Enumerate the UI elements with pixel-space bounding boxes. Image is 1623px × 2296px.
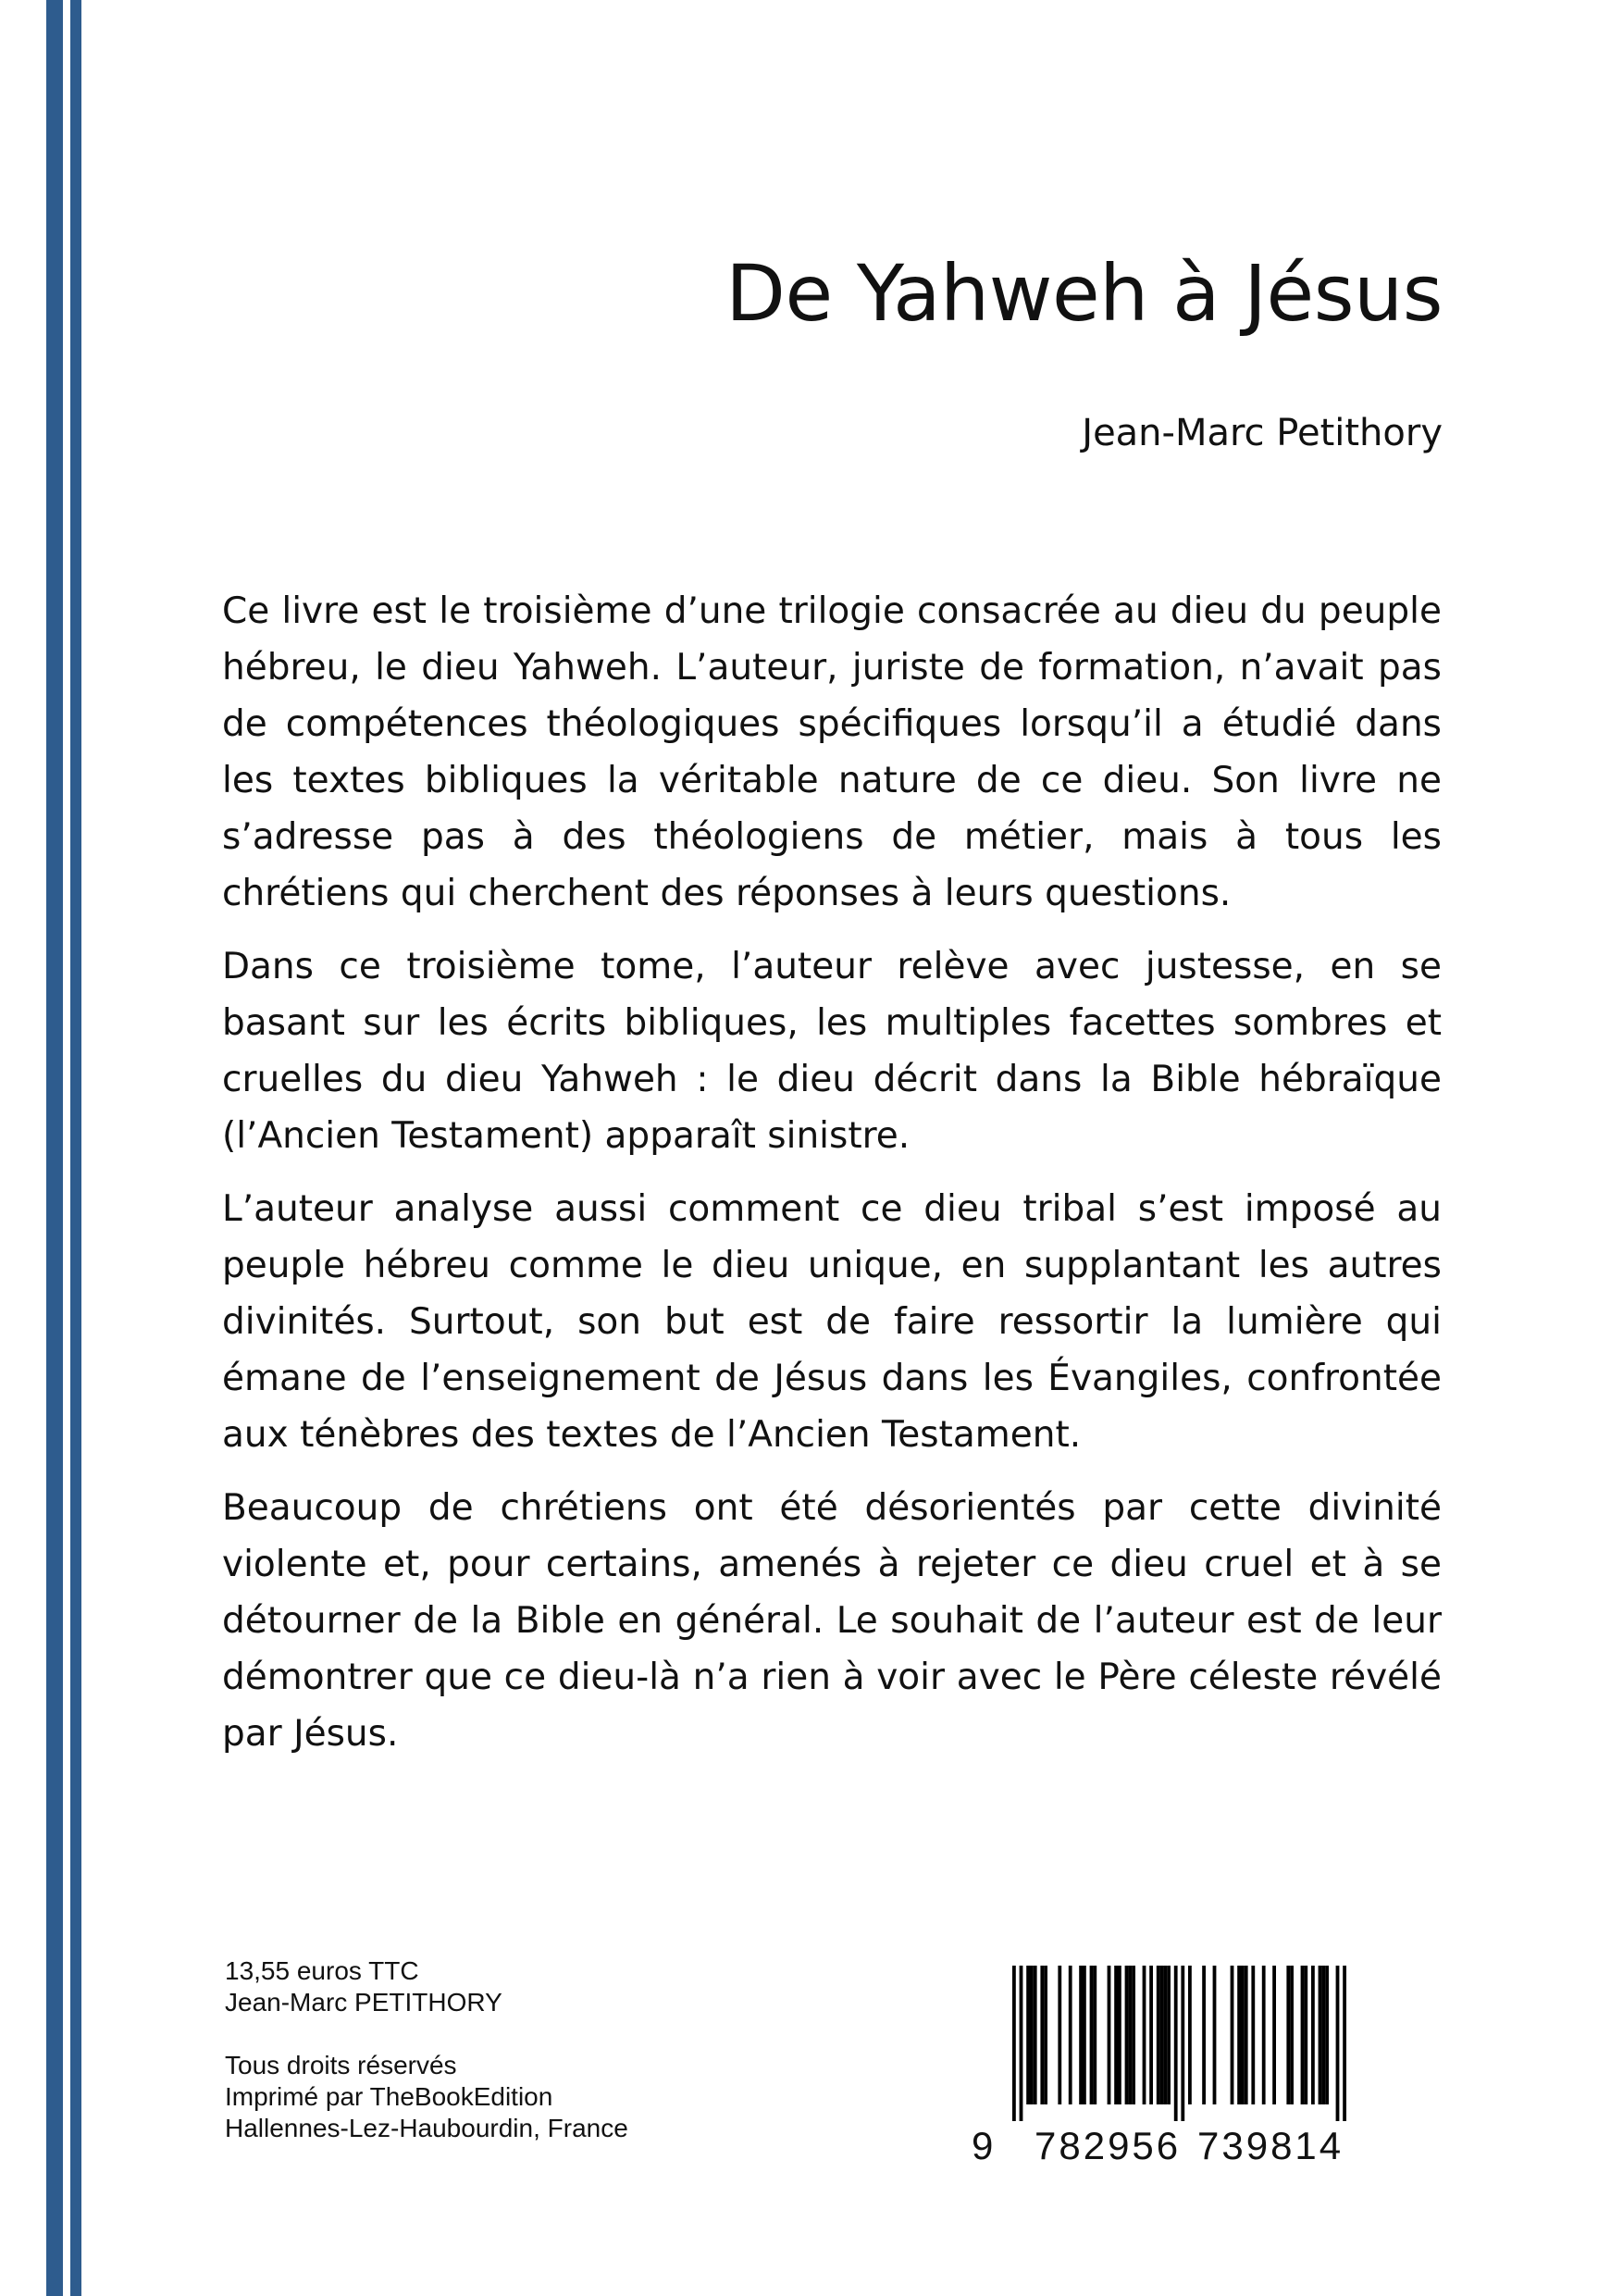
barcode-bar <box>1090 1966 1094 2104</box>
barcode-bar <box>1304 1966 1307 2104</box>
barcode-bar <box>1301 1966 1305 2104</box>
barcode-bar <box>1058 1966 1061 2104</box>
barcode-bar <box>1202 1966 1206 2104</box>
barcode-bar <box>1040 1966 1044 2104</box>
left-border-stripe <box>46 0 63 2296</box>
barcode-bar <box>1030 1966 1034 2104</box>
description-paragraph: Dans ce troisième tome, l’auteur relève avec justesse, en se basant sur les écrits bibliques, les multiples facettes sombres et cruelles du dieu Yahweh : le dieu décrit dans la Bible hébraïque (l’Ancien Testament) apparaît sinistre. <box>222 946 1442 1157</box>
barcode-bar <box>1020 1966 1023 2121</box>
barcode-right-digits: 739814 <box>1197 2124 1344 2167</box>
barcode-bar <box>1167 1966 1171 2104</box>
barcode-bar <box>1125 1966 1129 2104</box>
barcode-bar <box>1231 1966 1234 2104</box>
printer-location: Hallennes-Lez-Haubourdin, France <box>225 2114 628 2142</box>
barcode-bar <box>1319 1966 1322 2104</box>
barcode-first-digit: 9 <box>972 2124 997 2167</box>
publication-info <box>225 1955 628 2144</box>
barcode-bar <box>1079 1966 1083 2104</box>
barcode-bar <box>1245 1966 1248 2104</box>
rights-notice: Tous droits réservés <box>225 2051 457 2079</box>
barcode-bar <box>1128 1966 1132 2104</box>
barcode-bar <box>1160 1966 1164 2104</box>
barcode-bar <box>1181 1966 1184 2121</box>
barcode-bar <box>1118 1966 1121 2104</box>
price: 13,55 euros TTC <box>225 1956 419 1985</box>
barcode-bar <box>1272 1966 1276 2104</box>
barcode-bar <box>1149 1966 1153 2104</box>
barcode-bar <box>1132 1966 1135 2104</box>
barcode-bar <box>1026 1966 1030 2104</box>
barcode-bar <box>1213 1966 1217 2104</box>
barcode-bar <box>1044 1966 1047 2104</box>
barcode-bar <box>1093 1966 1096 2104</box>
description-paragraph: Beaucoup de chrétiens ont été désorientés par cette divinité violente et, pour certains, amenés à rejeter ce dieu cruel et à se détourner de la Bible en général. Le souhait de l’auteur est de leur démontrer que ce dieu-là n’a rien à voir avec le Père céleste révélé par Jésus. <box>222 1487 1442 1755</box>
barcode-bar <box>1237 1966 1241 2104</box>
publisher-author: Jean-Marc PETITHORY <box>225 1988 502 2017</box>
description-paragraph: Ce livre est le troisième d’une trilogie consacrée au dieu du peuple hébreu, le dieu Yahweh. L’auteur, juriste de formation, n’avait pas de compétences théologiques spécifiques lorsqu’il a étudié dans les textes bibliques la véritable nature de ce dieu. Son livre ne s’adresse pas à des théologiens de métier, mais à tous les chrétiens qui cherchent des réponses à leurs questions. <box>222 590 1442 914</box>
barcode-bar <box>1163 1966 1167 2104</box>
barcode-bar <box>1114 1966 1118 2104</box>
barcode-bar <box>1157 1966 1160 2104</box>
book-author: Jean-Marc Petithory <box>1082 412 1443 454</box>
isbn-barcode <box>972 1966 1379 2121</box>
barcode-bar <box>1241 1966 1245 2104</box>
barcode-left-digits: 782956 <box>1035 2124 1182 2167</box>
barcode-bar <box>1290 1966 1294 2104</box>
barcode-bar <box>1083 1966 1086 2104</box>
barcode-bar <box>1321 1966 1325 2104</box>
barcode-bar <box>1108 1966 1111 2104</box>
barcode-bar <box>1325 1966 1329 2104</box>
book-title: De Yahweh à Jésus <box>725 248 1443 339</box>
barcode-bar <box>1069 1966 1072 2104</box>
barcode-bar <box>1174 1966 1178 2121</box>
barcode-bar <box>1286 1966 1290 2104</box>
barcode-bar <box>1143 1966 1146 2104</box>
barcode-bar <box>1343 1966 1346 2121</box>
barcode-bar <box>1251 1966 1255 2104</box>
barcode-bar <box>1262 1966 1266 2104</box>
barcode-bar <box>1336 1966 1340 2121</box>
barcode-bar <box>1188 1966 1192 2104</box>
printer: Imprimé par TheBookEdition <box>225 2082 553 2111</box>
barcode-bar <box>1311 1966 1315 2104</box>
barcode-bar <box>1012 1966 1016 2121</box>
barcode-bar <box>1034 1966 1037 2104</box>
back-cover-description <box>222 583 1442 1779</box>
description-paragraph: L’auteur analyse aussi comment ce dieu tribal s’est imposé au peuple hébreu comme le dieu unique, en supplantant les autres divinités. Surtout, son but est de faire ressortir la lumière qui émane de l’enseignement de Jésus dans les Évangiles, confrontée aux ténèbres des textes de l’Ancien Testament. <box>222 1188 1442 1456</box>
left-border-stripe-inner <box>70 0 81 2296</box>
